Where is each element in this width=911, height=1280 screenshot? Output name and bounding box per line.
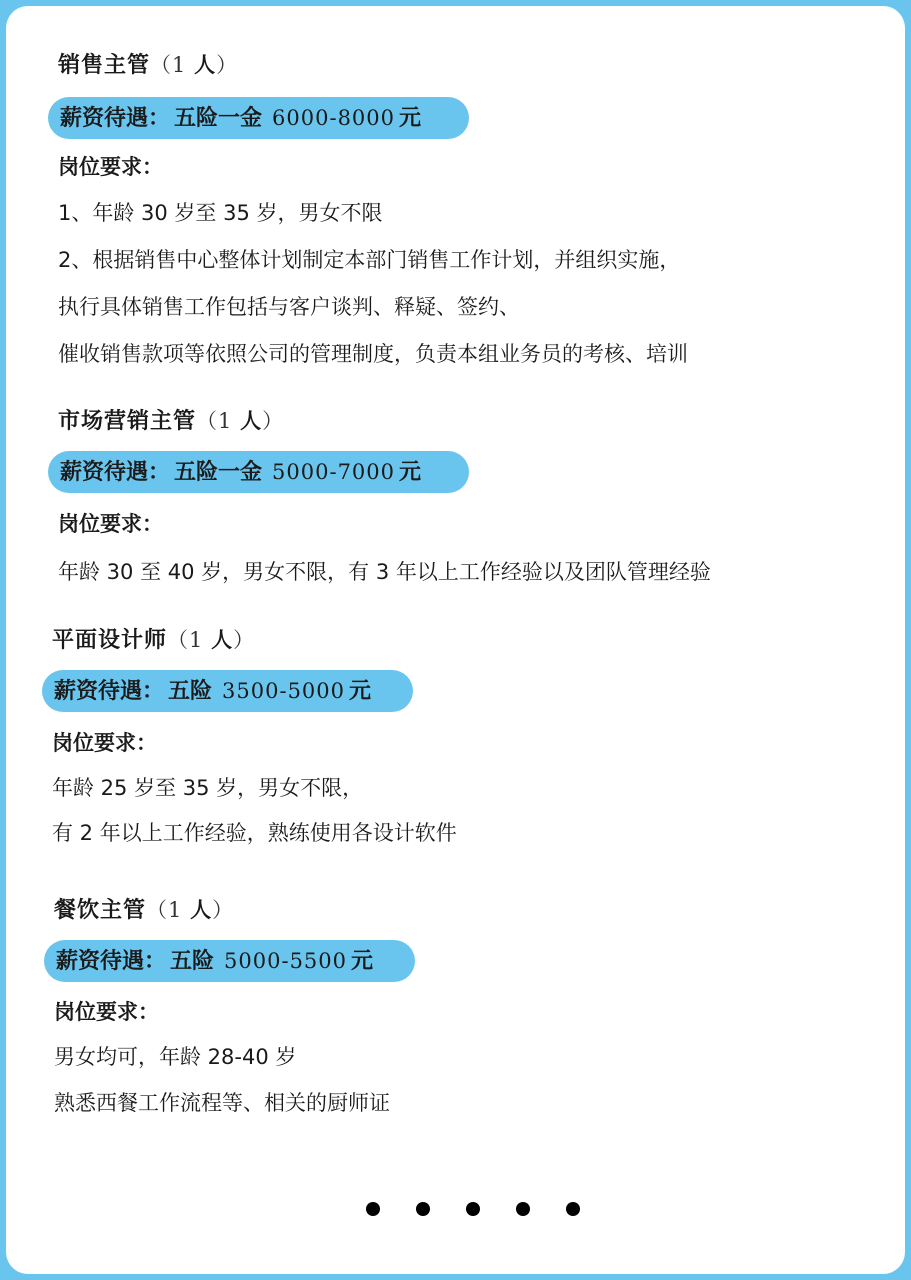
- headcount: （1 人）: [167, 628, 256, 652]
- ellipsis-dots: [366, 1196, 606, 1224]
- requirements-label: 岗位要求：: [58, 512, 163, 536]
- requirements-label: 岗位要求：: [52, 731, 157, 755]
- requirement-line: 熟悉西餐工作流程等、相关的厨师证: [54, 1091, 390, 1115]
- job-title: 市场营销主管（1 人）: [58, 409, 285, 434]
- job-title: 销售主管（1 人）: [58, 53, 239, 78]
- requirement-line: 年龄 25 岁至 35 岁，男女不限，: [52, 776, 364, 800]
- headcount: （1 人）: [196, 409, 285, 433]
- requirement-line: 男女均可，年龄 28-40 岁: [54, 1045, 297, 1069]
- requirement-line: 执行具体销售工作包括与客户谈判、释疑、签约、: [58, 295, 520, 319]
- salary-badge: 薪资待遇： 五险 3500-5000 元: [42, 670, 413, 712]
- dot: [416, 1202, 430, 1216]
- salary-badge: 薪资待遇： 五险 5000-5500 元: [44, 940, 415, 982]
- requirement-line: 催收销售款项等依照公司的管理制度，负责本组业务员的考核、培训: [58, 342, 688, 366]
- dot: [466, 1202, 480, 1216]
- dot: [366, 1202, 380, 1216]
- requirement-line: 1、年龄 30 岁至 35 岁，男女不限: [58, 201, 383, 225]
- dot: [566, 1202, 580, 1216]
- requirement-line: 2、根据销售中心整体计划制定本部门销售工作计划，并组织实施，: [58, 248, 681, 272]
- headcount: （1 人）: [150, 53, 239, 77]
- requirements-label: 岗位要求：: [58, 155, 163, 179]
- requirement-line: 有 2 年以上工作经验，熟练使用各设计软件: [52, 821, 457, 845]
- requirement-line: 年龄 30 至 40 岁，男女不限，有 3 年以上工作经验以及团队管理经验: [58, 560, 711, 584]
- headcount: （1 人）: [146, 898, 235, 922]
- requirements-label: 岗位要求：: [54, 1000, 159, 1024]
- job-title: 平面设计师（1 人）: [52, 628, 256, 653]
- job-card: [6, 6, 905, 1274]
- dot: [516, 1202, 530, 1216]
- salary-badge: 薪资待遇： 五险一金 5000-7000 元: [48, 451, 469, 493]
- salary-badge: 薪资待遇： 五险一金 6000-8000 元: [48, 97, 469, 139]
- job-title: 餐饮主管（1 人）: [54, 898, 235, 923]
